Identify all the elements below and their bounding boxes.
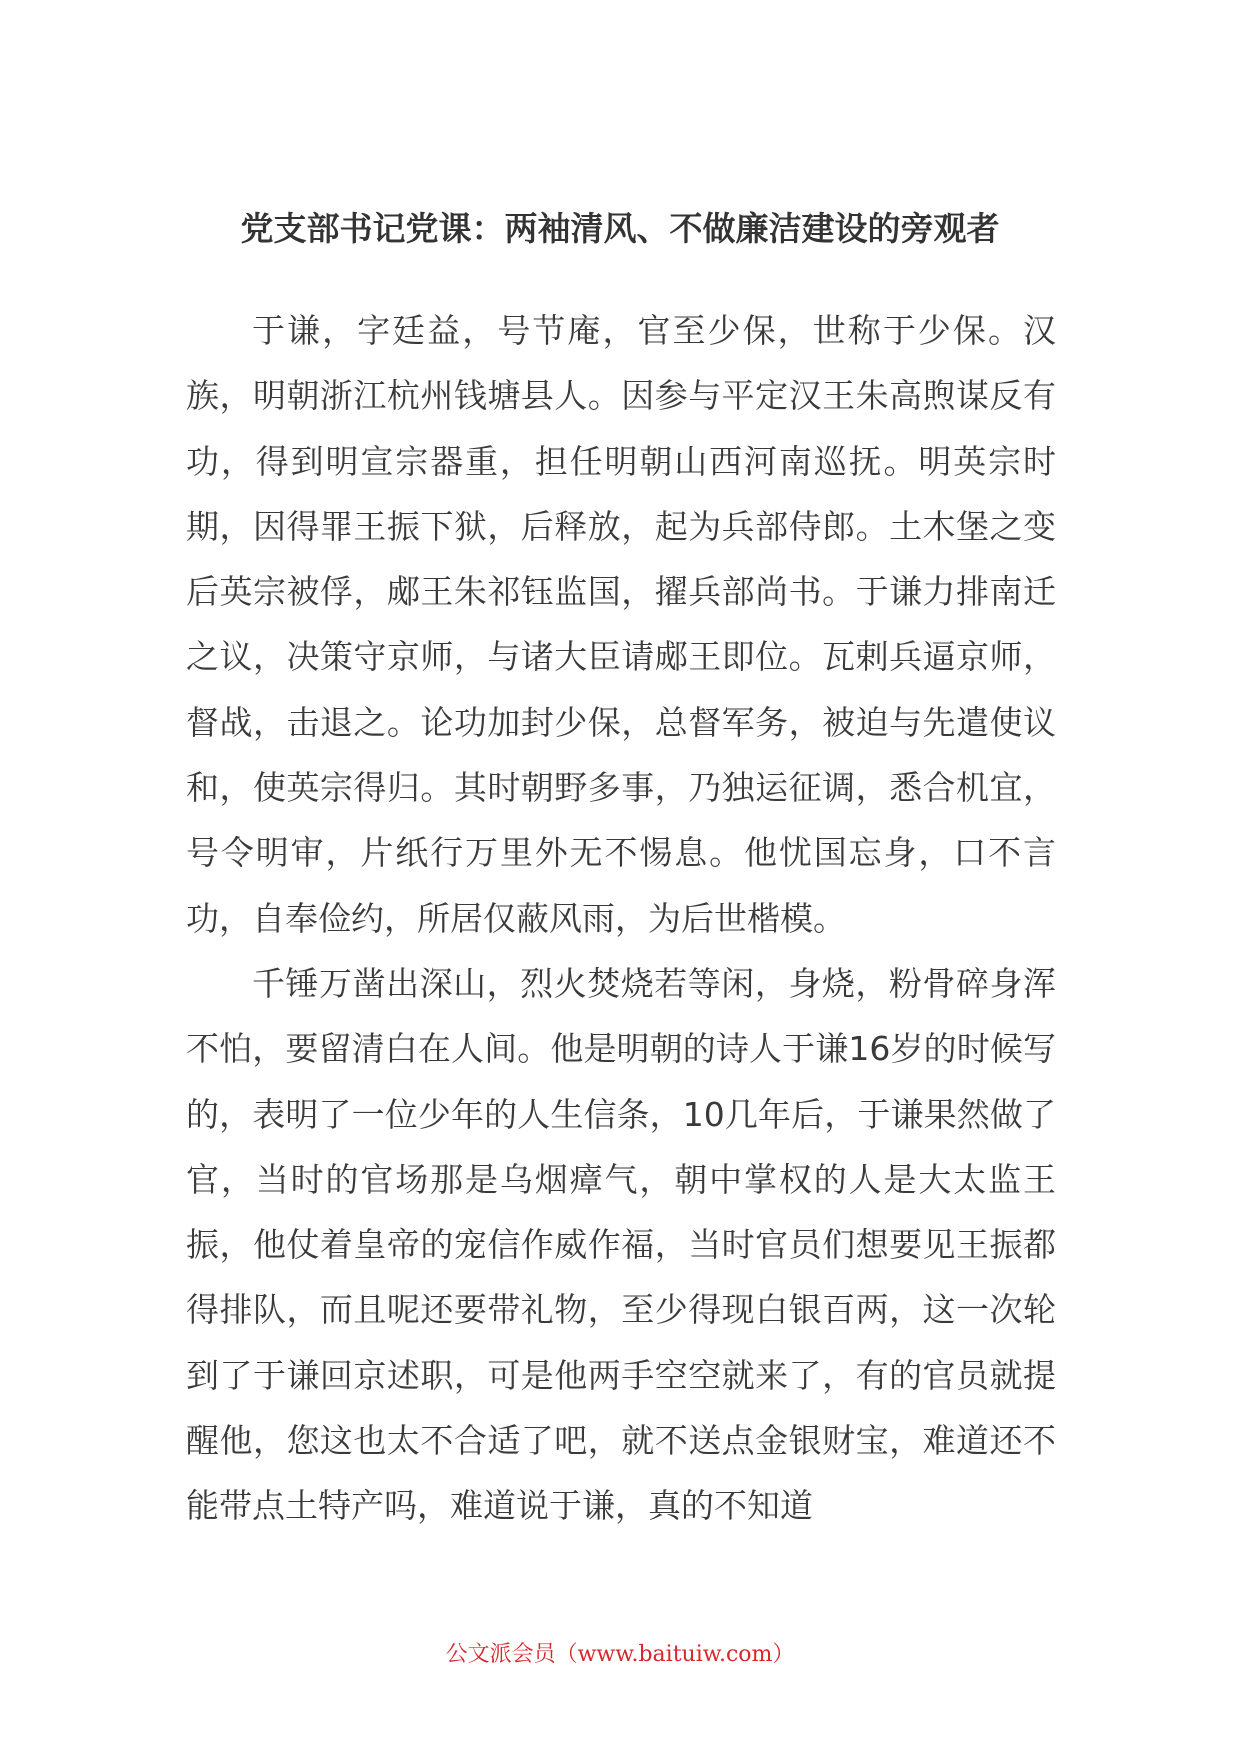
paragraph-1: 于谦，字廷益，号节庵，官至少保，世称于少保。汉族，明朝浙江杭州钱塘县人。因参与平定汉王朱高煦谋反有功，得到明宣宗器重，担任明朝山西河南巡抚。明英宗时期，因得罪王振下狱，后释放，起为兵部侍郎。土木堡之变后英宗被俘，郕王朱祁钰监国，擢兵部尚书。于谦力排南迁之议，决策守京师，与诸大臣请郕王即位。瓦剌兵逼京师，督战，击退之。论功加封少保，总督军务，被迫与先遣使议和，使英宗得归。其时朝野多事，乃独运征调，悉合机宜，号令明审，片纸行万里外无不惕息。他忧国忘身，口不言功，自奉俭约，所居仅蔽风雨，为后世楷模。 xyxy=(186,311,1056,938)
footer-watermark: 公文派会员（www.baituiw.com） xyxy=(445,1642,795,1667)
document-body xyxy=(186,298,1056,1539)
paragraph-2: 千锤万凿出深山，烈火焚烧若等闲，身烧，粉骨碎身浑不怕，要留清白在人间。他是明朝的诗人于谦16岁的时候写的，表明了一位少年的人生信条，10几年后，于谦果然做了官，当时的官场那是乌烟瘴气，朝中掌权的人是大太监王振，他仗着皇帝的宠信作威作福，当时官员们想要见王振都得排队，而且呢还要带礼物，至少得现白银百两，这一次轮到了于谦回京述职，可是他两手空空就来了，有的官员就提醒他，您这也太不合适了吧，就不送点金银财宝，难道还不能带点土特产吗，难道说于谦，真的不知道 xyxy=(186,963,1056,1526)
page-title: 党支部书记党课：两袖清风、不做廉洁建设的旁观者 xyxy=(240,209,1000,248)
